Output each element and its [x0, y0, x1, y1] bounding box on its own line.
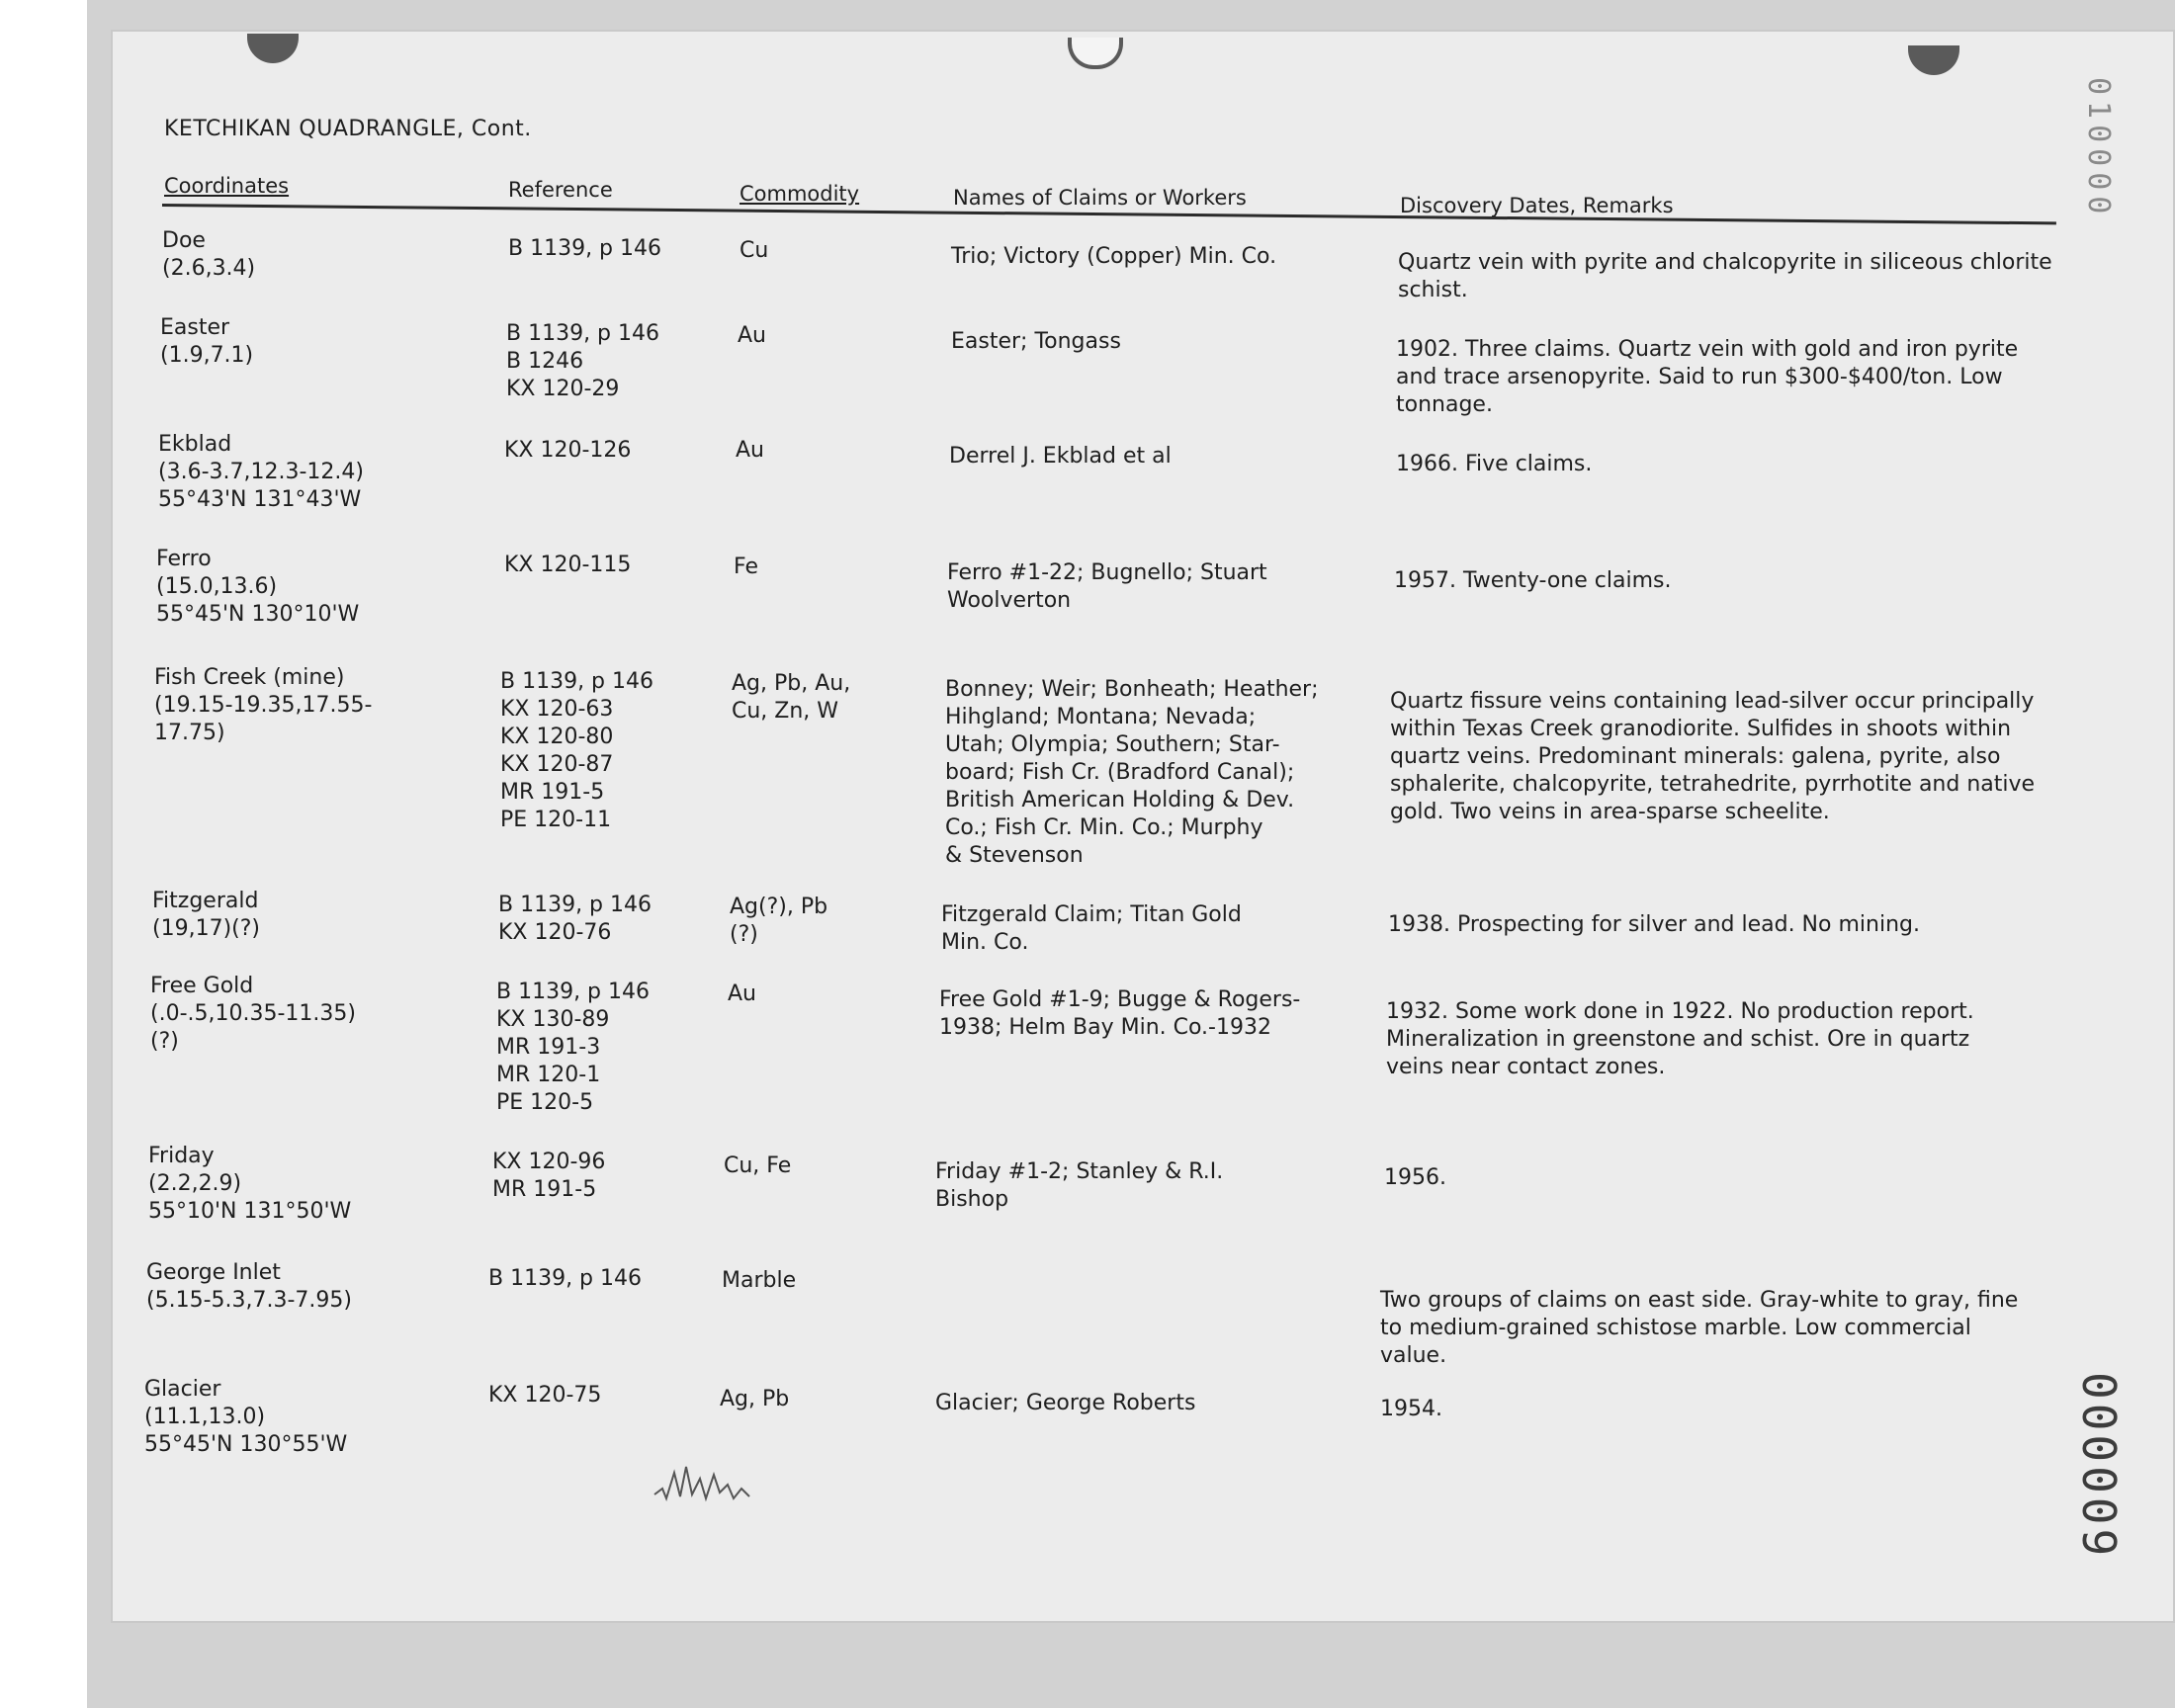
cell-names: Derrel J. Ekblad et al — [949, 444, 1172, 469]
cell-commodity: Marble — [722, 1268, 797, 1293]
cell-coordinates: Ferro (15.0,13.6) 55°45'N 130°10'W — [156, 547, 360, 627]
cell-reference: B 1139, p 146 KX 120-76 — [498, 893, 652, 945]
cell-coordinates: Easter (1.9,7.1) — [160, 315, 254, 368]
cell-reference: B 1139, p 146 B 1246 KX 120-29 — [506, 321, 660, 401]
cell-remarks: Quartz fissure veins containing lead-silver occur principally within Texas Creek granodiorite. Sulfides in shoots within quartz veins. Predominant minerals: galena, pyrite, also sphalerite, chalcopyrite, tetrahedrite, pyrrhotite and native gold. Two veins in area-sparse scheelite. — [1390, 689, 2036, 824]
cell-remarks: 1954. — [1380, 1397, 1442, 1421]
cell-names: Easter; Tongass — [951, 329, 1121, 354]
archive-stamp-top: 010000 — [2081, 77, 2116, 220]
column-header-commodity: Commodity — [740, 182, 860, 206]
cell-commodity: Au — [738, 323, 766, 348]
cell-coordinates: Ekblad (3.6-3.7,12.3-12.4) 55°43'N 131°43'W — [158, 432, 364, 512]
cell-commodity: Ag(?), Pb (?) — [730, 895, 828, 947]
cell-reference: B 1139, p 146 — [508, 236, 662, 261]
cell-coordinates: Fish Creek (mine) (19.15-19.35,17.55- 17.75) — [154, 665, 373, 745]
cell-remarks: Two groups of claims on east side. Gray-white to gray, fine to medium-grained schistose marble. Low commercial value. — [1380, 1288, 2019, 1368]
cell-reference: KX 120-115 — [504, 553, 632, 577]
cell-remarks: 1938. Prospecting for silver and lead. No mining. — [1388, 912, 1920, 937]
cell-names: Fitzgerald Claim; Titan Gold Min. Co. — [941, 902, 1242, 955]
cell-coordinates: Free Gold (.0-.5,10.35-11.35) (?) — [150, 974, 356, 1054]
cell-remarks: 1956. — [1384, 1165, 1446, 1190]
cell-reference: B 1139, p 146 KX 120-63 KX 120-80 KX 120-87 MR 191-5 PE 120-11 — [500, 669, 654, 832]
cell-coordinates: George Inlet (5.15-5.3,7.3-7.95) — [146, 1260, 352, 1313]
archive-stamp-bottom: 000009 — [2072, 1372, 2126, 1561]
cell-commodity: Fe — [734, 555, 758, 579]
cell-commodity: Ag, Pb, Au, Cu, Zn, W — [732, 671, 851, 724]
cell-remarks: 1966. Five claims. — [1396, 452, 1593, 476]
cell-coordinates: Fitzgerald (19,17)(?) — [152, 889, 260, 941]
cell-remarks: Quartz vein with pyrite and chalcopyrite in siliceous chlorite schist. — [1398, 250, 2052, 302]
column-header-coordinates: Coordinates — [164, 174, 290, 198]
cell-commodity: Au — [736, 438, 764, 463]
cell-reference: KX 120-75 — [488, 1383, 602, 1408]
cell-names: Bonney; Weir; Bonheath; Heather; Hihgland; Montana; Nevada; Utah; Olympia; Southern; Star- board; Fish Cr. (Bradford Canal); British American Holding & Dev. Co.; Fish Cr. Min. Co.; Murphy & Stevenson — [945, 677, 1319, 868]
column-header-reference: Reference — [508, 178, 613, 202]
cell-commodity: Cu, Fe — [724, 1153, 792, 1178]
cell-coordinates: Glacier (11.1,13.0) 55°45'N 130°55'W — [144, 1377, 348, 1457]
cell-commodity: Au — [728, 982, 756, 1006]
cell-remarks: 1932. Some work done in 1922. No production report. Mineralization in greenstone and schist. Ore in quartz veins near contact zones. — [1386, 999, 1974, 1079]
cell-reference: KX 120-126 — [504, 438, 632, 463]
cell-names: Free Gold #1-9; Bugge & Rogers- 1938; Helm Bay Min. Co.-1932 — [939, 987, 1301, 1040]
cell-reference: B 1139, p 146 — [488, 1266, 643, 1291]
cell-names: Glacier; George Roberts — [935, 1391, 1196, 1415]
cell-remarks: 1957. Twenty-one claims. — [1394, 568, 1672, 593]
cell-commodity: Cu — [740, 238, 769, 263]
document-title: KETCHIKAN QUADRANGLE, Cont. — [164, 117, 532, 141]
column-header-remarks: Discovery Dates, Remarks — [1400, 194, 1674, 217]
pen-scribble-mark — [651, 1459, 759, 1504]
column-header-names: Names of Claims or Workers — [953, 186, 1247, 210]
cell-names: Friday #1-2; Stanley & R.I. Bishop — [935, 1159, 1224, 1212]
cell-coordinates: Friday (2.2,2.9) 55°10'N 131°50'W — [148, 1144, 352, 1224]
cell-names: Ferro #1-22; Bugnello; Stuart Woolverton — [947, 560, 1267, 613]
cell-remarks: 1902. Three claims. Quartz vein with gold and iron pyrite and trace arsenopyrite. Said to run $300-$400/ton. Low tonnage. — [1396, 337, 2019, 417]
cell-commodity: Ag, Pb — [720, 1387, 790, 1411]
cell-coordinates: Doe (2.6,3.4) — [162, 228, 256, 281]
cell-reference: KX 120-96 MR 191-5 — [492, 1150, 606, 1202]
cell-names: Trio; Victory (Copper) Min. Co. — [951, 244, 1277, 269]
cell-reference: B 1139, p 146 KX 130-89 MR 191-3 MR 120-1 PE 120-5 — [496, 980, 651, 1115]
